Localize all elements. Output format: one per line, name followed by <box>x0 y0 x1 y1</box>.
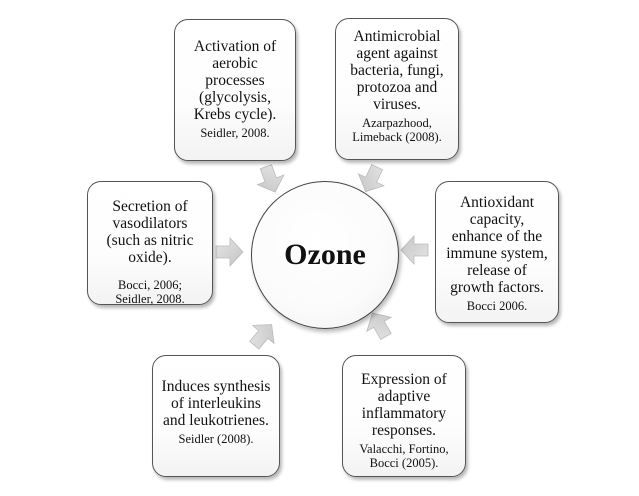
box-antimicrobial-citation: Azarpazhood, Limeback (2008). <box>352 116 442 144</box>
box-inflammatory-citation: Valacchi, Fortino, Bocci (2005). <box>359 442 449 470</box>
arrow-interleukins-icon <box>244 316 283 355</box>
arrow-aerobic-icon <box>253 162 289 197</box>
box-inflammatory-text: Expression of adaptive inflammatory responses. <box>361 371 447 439</box>
box-antimicrobial-text: Antimicrobial agent against bacteria, fungi, protozoa and viruses. <box>350 28 444 113</box>
box-vasodilators <box>87 181 213 305</box>
box-interleukins <box>152 355 280 477</box>
arrow-antioxidant-icon <box>401 236 428 264</box>
box-antimicrobial <box>335 18 459 160</box>
box-antioxidant-citation: Bocci 2006. <box>466 299 528 313</box>
box-vasodilators-citation: Bocci, 2006; Seidler, 2008. <box>115 278 185 306</box>
box-inflammatory <box>342 355 466 477</box>
box-antioxidant-text: Antioxidant capacity, enhance of the immune system, release of growth factors. <box>446 194 548 296</box>
box-aerobic-activation <box>174 19 296 161</box>
box-vasodilators-text: Secretion of vasodilators (such as nitric oxide). <box>106 198 194 266</box>
arrow-vasodilators-icon <box>216 238 243 266</box>
ozone-center-circle <box>251 181 399 329</box>
box-aerobic-citation: Seidler, 2008. <box>200 126 270 140</box>
ozone-label: Ozone <box>284 238 366 271</box>
box-interleukins-text: Induces synthesis of interleukins and leukotrienes. <box>161 378 271 429</box>
box-aerobic-text: Activation of aerobic processes (glycolysis, Krebs cycle). <box>193 38 277 123</box>
box-interleukins-citation: Seidler (2008). <box>178 432 254 446</box>
box-antioxidant <box>435 181 559 323</box>
